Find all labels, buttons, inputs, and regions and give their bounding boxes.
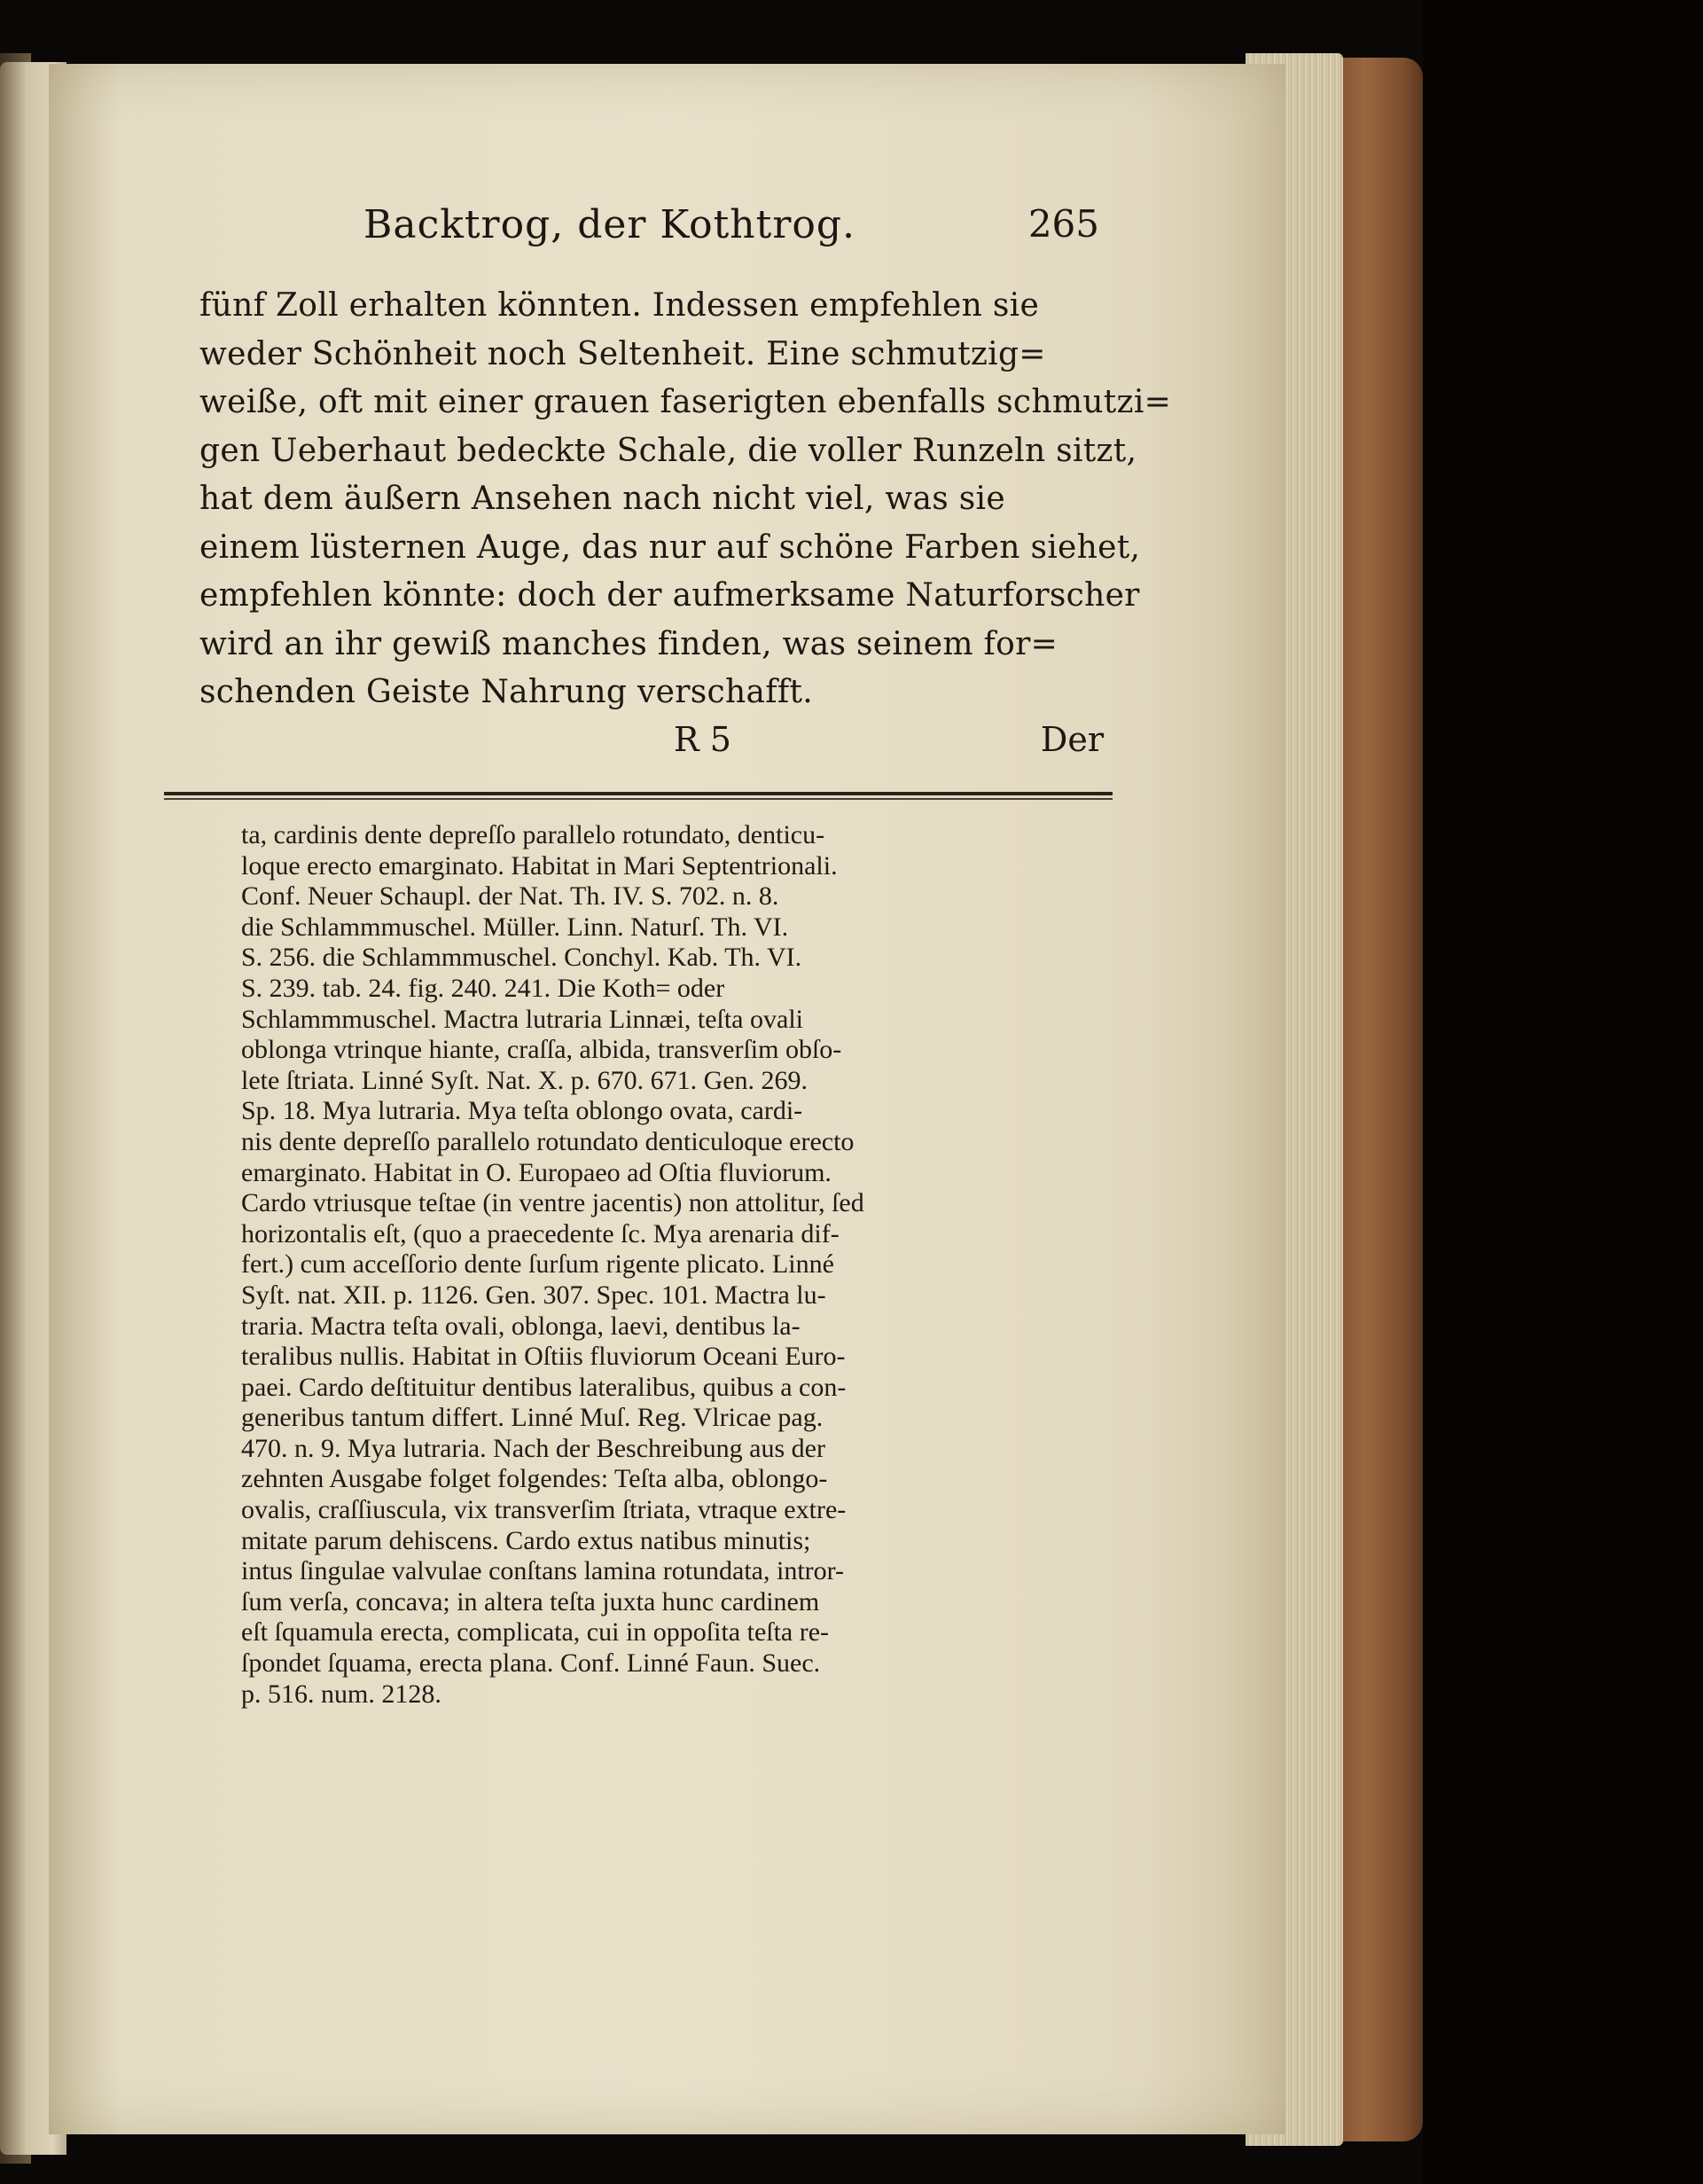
footnote-line: fert.) cum acceſſorio dente ſurſum rigente plicato. Linné [241,1249,834,1280]
text-line: hat dem äußern Ansehen nach nicht viel, was sie [199,481,1005,517]
main-text [199,282,1172,717]
footnote-line: generibus tantum differt. Linné Muſ. Reg. Vlricae pag. [241,1403,824,1433]
footnote-line: traria. Mactra teſta ovali, oblonga, laevi, dentibus la- [241,1311,801,1341]
footnote-line: nis dente depreſſo parallelo rotundato denticuloque erecto [241,1126,855,1156]
footnote-line: ta, cardinis dente depreſſo parallelo rotundato, denticu- [241,820,825,849]
footnote-line: Sp. 18. Mya lutraria. Mya teſta oblongo ovata, cardi- [241,1096,803,1126]
text-line: weiße, oft mit einer grauen faserigten ebenfalls schmutzi= [199,384,1172,420]
printer-signature: R 5 [674,720,731,759]
footnote-line: Syſt. nat. XII. p. 1126. Gen. 307. Spec. 101. Mactra lu- [241,1280,826,1310]
footnote-line: S. 239. tab. 24. fig. 240. 241. Die Koth= oder [241,973,725,1003]
footnote-line: Cardo vtriusque teſtae (in ventre jacentis) non attolitur, ſed [241,1188,864,1218]
background [1423,0,1703,2184]
footnote-rule-thin [164,798,1113,800]
text-line: empfehlen könnte: doch der aufmerksame Naturforscher [199,577,1140,614]
footnote-line: p. 516. num. 2128. [241,1679,441,1709]
footnote-line: ovalis, craſſiuscula, vix transverſim ſtriata, vtraque extre- [241,1495,847,1525]
signature-line [199,720,1104,770]
footnote-line: S. 256. die Schlammmuschel. Conchyl. Kab. Th. VI. [241,943,802,973]
page-header [363,202,1099,255]
footnote-line: die Schlammmuschel. Müller. Linn. Naturſ. Th. VI. [241,912,789,942]
running-title: Backtrog, der Kothtrog. [363,202,855,247]
footnote-line: Conf. Neuer Schaupl. der Nat. Th. IV. S. 702. n. 8. [241,881,779,912]
footnote-line: zehnten Ausgabe folget folgendes: Teſta alba, oblongo- [241,1464,828,1494]
catchword: Der [1040,720,1104,759]
page-number: 265 [1027,202,1099,246]
footnote-line: oblonga vtrinque hiante, craſſa, albida, transverſim obſo- [241,1035,842,1065]
text-line: wird an ihr gewiß manches finden, was seinem for= [199,625,1059,662]
footnote-line: paei. Cardo deſtituitur dentibus lateralibus, quibus a con- [241,1372,847,1402]
footnote-line: ſum verſa, concava; in altera teſta juxta hunc cardinem [241,1586,820,1616]
footnote-line: ſpondet ſquama, erecta plana. Conf. Linné Faun. Suec. [241,1648,821,1679]
footnote-line: teralibus nullis. Habitat in Oſtiis fluviorum Oceani Euro- [241,1342,846,1372]
footnote-line: lete ſtriata. Linné Syſt. Nat. X. p. 670. 671. Gen. 269. [241,1065,809,1095]
footnote-line: 470. n. 9. Mya lutraria. Nach der Beschreibung aus der [241,1433,825,1463]
footnote-text [241,820,1110,1710]
footnote-line: Schlammmuschel. Mactra lutraria Linnæi, teſta ovali [241,1004,803,1034]
footnote-line: intus ſingulae valvulae conſtans lamina rotundata, intror- [241,1556,845,1586]
footnote-line: mitate parum dehiscens. Cardo extus natibus minutis; [241,1525,811,1555]
text-line: schenden Geiste Nahrung verschafft. [199,674,813,710]
footnote-line: horizontalis eſt, (quo a praecedente ſc. Mya arenaria dif- [241,1218,840,1249]
footnote-rule [164,792,1113,795]
footnote-line: eſt ſquamula erecta, complicata, cui in oppoſita teſta re- [241,1617,830,1648]
footnote-line: loque erecto emarginato. Habitat in Mari Septentrionali. [241,850,838,881]
text-line: weder Schönheit noch Seltenheit. Eine schmutzig= [199,335,1046,372]
text-line: einem lüsternen Auge, das nur auf schöne Farben siehet, [199,528,1141,566]
text-line: fünf Zoll erhalten könnten. Indessen empfehlen sie [199,287,1040,324]
footnote-line: emarginato. Habitat in O. Europaeo ad Oſtia fluviorum. [241,1157,832,1187]
text-line: gen Ueberhaut bedeckte Schale, die voller Runzeln sitzt, [199,432,1137,469]
